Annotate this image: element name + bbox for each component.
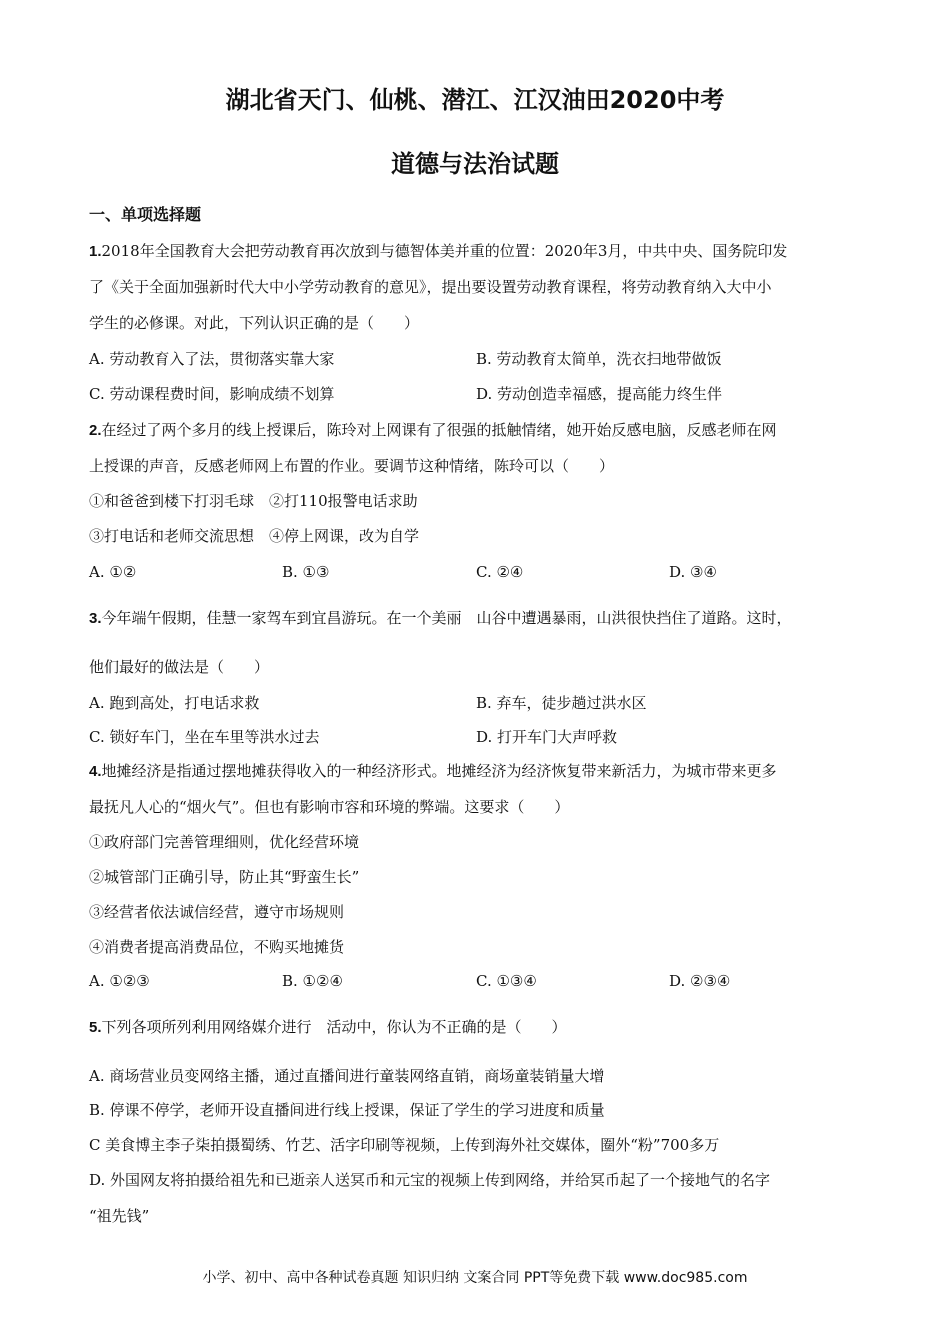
question-4-option-b: B. ①②④ xyxy=(282,972,343,990)
question-5-line-1: 5.下列各项所列利用网络媒介进行 活动中，你认为不正确的是（ ） xyxy=(89,1018,567,1036)
question-2-option-c: C. ②④ xyxy=(476,563,524,581)
question-4-number: 4. xyxy=(89,763,102,780)
question-4-line-1: 4.地摊经济是指通过摆地摊获得收入的一种经济形式。地摊经济为经济恢复带来新活力，为城市带来更多 xyxy=(89,762,777,780)
title-line-2: 道德与法治试题 xyxy=(391,150,559,178)
question-3-option-c: C. 锁好车门，坐在车里等洪水过去 xyxy=(89,728,320,746)
title-line-1: 湖北省天门、仙桃、潜江、江汉油田2020中考 xyxy=(225,86,725,114)
question-2-option-a: A. ①② xyxy=(89,563,137,581)
question-5-option-d: D. 外国网友将拍摄给祖先和已逝亲人送冥币和元宝的视频上传到网络，并给冥币起了一个接地气的名字 xyxy=(89,1171,771,1189)
question-1-option-a: A. 劳动教育入了法，贯彻落实靠大家 xyxy=(89,350,335,368)
question-4-item-1: ①政府部门完善管理细则，优化经营环境 xyxy=(89,833,360,851)
question-5-number: 5. xyxy=(89,1019,102,1036)
question-2-item-line-2: ③打电话和老师交流思想 ④停上网课，改为自学 xyxy=(89,527,420,545)
question-4-option-d: D. ②③④ xyxy=(669,972,731,990)
question-2-number: 2. xyxy=(89,422,102,439)
footer-watermark: 小学、初中、高中各种试卷真题 知识归纳 文案合同 PPT等免费下载 www.doc985.com xyxy=(202,1270,748,1286)
question-5-option-a: A. 商场营业员变网络主播，通过直播间进行童装网络直销，商场童装销量大增 xyxy=(89,1067,605,1085)
question-2-option-b: B. ①③ xyxy=(282,563,330,581)
question-1-option-c: C. 劳动课程费时间，影响成绩不划算 xyxy=(89,385,335,403)
question-3-number: 3. xyxy=(89,610,102,627)
question-1-line-2: 了《关于全面加强新时代大中小学劳动教育的意见》，提出要设置劳动教育课程，将劳动教育纳入大中小 xyxy=(89,278,772,296)
question-2-line-1: 2.在经过了两个多月的线上授课后，陈玲对上网课有了很强的抵触情绪，她开始反感电脑，反感老师在网 xyxy=(89,421,777,439)
question-2-item-line-1: ①和爸爸到楼下打羽毛球 ②打110报警电话求助 xyxy=(89,492,418,510)
question-1-option-b: B. 劳动教育太简单，洗衣扫地带做饭 xyxy=(476,350,722,368)
question-3-option-a: A. 跑到高处，打电话求救 xyxy=(89,694,260,712)
question-4-line-2: 最抚凡人心的“烟火气”。但也有影响市容和环境的弊端。这要求（ ） xyxy=(89,798,570,816)
section-heading: 一、单项选择题 xyxy=(89,205,202,224)
question-3-line-2: 他们最好的做法是（ ） xyxy=(89,658,270,676)
question-3-option-d: D. 打开车门大声呼救 xyxy=(476,728,618,746)
question-3-line-1: 3.今年端午假期，佳慧一家驾车到宜昌游玩。在一个美丽 山谷中遭遇暴雨，山洪很快挡住了道路。这时， xyxy=(89,609,792,627)
question-3-option-b: B. 弃车，徒步趟过洪水区 xyxy=(476,694,647,712)
question-1-line-1: 1.2018年全国教育大会把劳动教育再次放到与德智体美并重的位置：2020年3月，中共中央、国务院印发 xyxy=(89,242,788,260)
question-4-option-c: C. ①③④ xyxy=(476,972,537,990)
question-1-line-3: 学生的必修课。对此，下列认识正确的是（ ） xyxy=(89,314,420,332)
question-5-option-c: C 美食博主李子柒拍摄蜀绣、竹艺、活字印刷等视频，上传到海外社交媒体，圈外“粉”700多万 xyxy=(89,1136,720,1154)
question-2-option-d: D. ③④ xyxy=(669,563,717,581)
question-1-number: 1. xyxy=(89,243,102,260)
question-4-option-a: A. ①②③ xyxy=(89,972,150,990)
question-2-line-2: 上授课的声音，反感老师网上布置的作业。要调节这种情绪，陈玲可以（ ） xyxy=(89,457,615,475)
question-1-option-d: D. 劳动创造幸福感，提高能力终生伴 xyxy=(476,385,723,403)
question-4-item-4: ④消费者提高消费品位，不购买地摊货 xyxy=(89,938,345,956)
question-5-option-d-continued: “祖先钱” xyxy=(89,1207,150,1225)
question-4-item-2: ②城管部门正确引导，防止其“野蛮生长” xyxy=(89,868,360,886)
question-5-option-b: B. 停课不停学，老师开设直播间进行线上授课，保证了学生的学习进度和质量 xyxy=(89,1101,605,1119)
question-4-item-3: ③经营者依法诚信经营，遵守市场规则 xyxy=(89,903,345,921)
